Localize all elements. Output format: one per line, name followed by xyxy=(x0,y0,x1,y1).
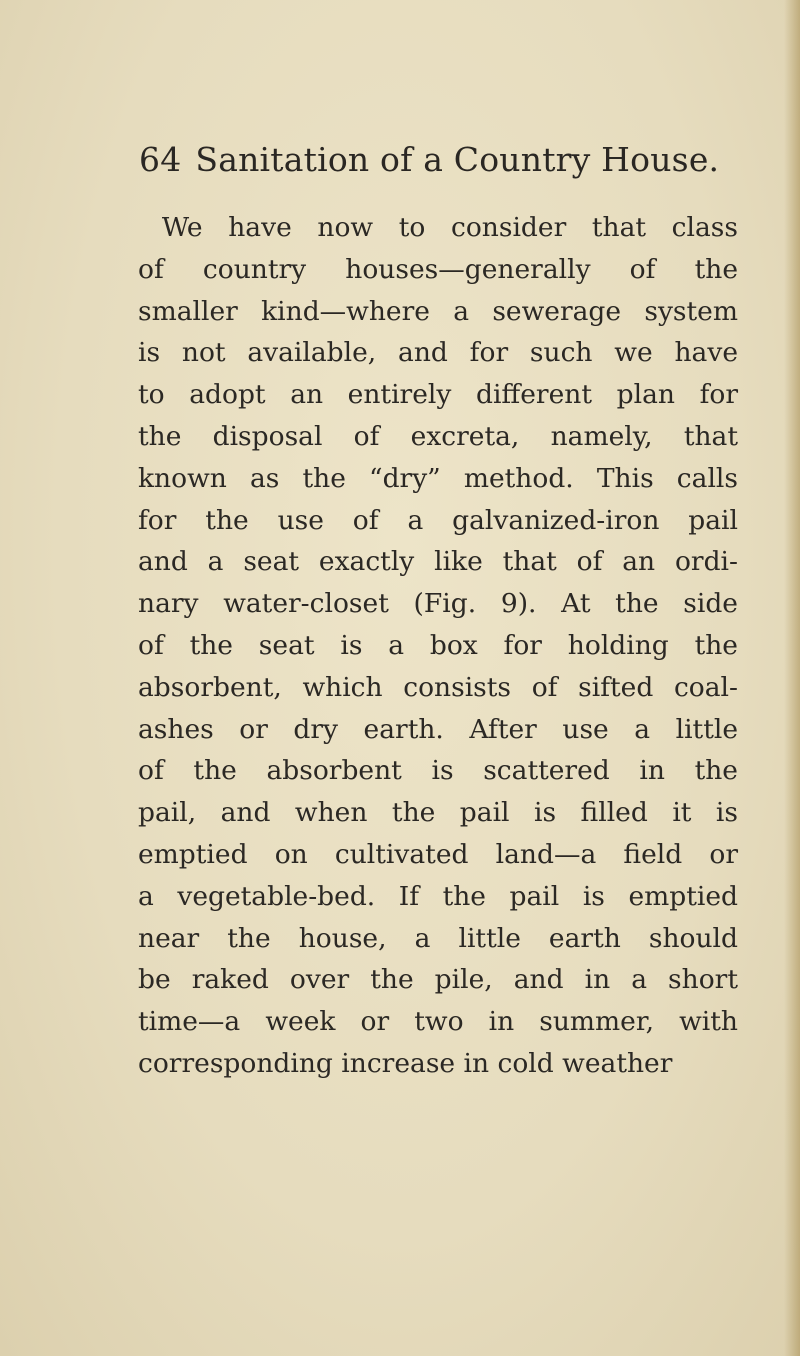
text-line: We have now to consider that class xyxy=(161,212,738,243)
text-line: of the seat is a box for holding the xyxy=(138,629,738,661)
text-line: be raked over the pile, and in a short xyxy=(138,964,738,996)
text-line: absorbent, which consists of sifted coal- xyxy=(138,671,738,703)
text-line: emptied on cultivated land—a field or xyxy=(138,838,738,870)
text-line: pail, and when the pail is filled it is xyxy=(138,797,738,829)
running-head xyxy=(139,140,719,179)
text-line: for the use of a galvanized-iron pail xyxy=(138,504,738,536)
text-line: of the absorbent is scattered in the xyxy=(138,755,738,787)
body-paragraph xyxy=(138,207,738,1085)
text-line: smaller kind—where a sewerage system xyxy=(138,295,738,327)
text-line: near the house, a little earth should xyxy=(138,922,738,954)
text-line: a vegetable-bed. If the pail is emptied xyxy=(138,880,738,912)
text-line: corresponding increase in cold weather xyxy=(138,1047,673,1079)
text-line: ashes or dry earth. After use a little xyxy=(138,713,738,745)
page-edge-shadow xyxy=(784,0,800,1356)
page-number: 64 xyxy=(139,140,182,179)
text-line: of country houses—generally of the xyxy=(138,253,738,285)
text-line: time—a week or two in summer, with xyxy=(138,1006,738,1038)
text-line: to adopt an entirely different plan for xyxy=(138,379,738,411)
text-line: known as the “dry” method. This calls xyxy=(138,462,738,494)
text-line: and a seat exactly like that of an ordi- xyxy=(138,546,738,578)
text-line: nary water-closet (Fig. 9). At the side xyxy=(138,588,738,620)
text-line: the disposal of excreta, namely, that xyxy=(138,420,738,452)
text-line: is not available, and for such we have xyxy=(138,337,738,369)
running-title: Sanitation of a Country House. xyxy=(195,140,720,179)
